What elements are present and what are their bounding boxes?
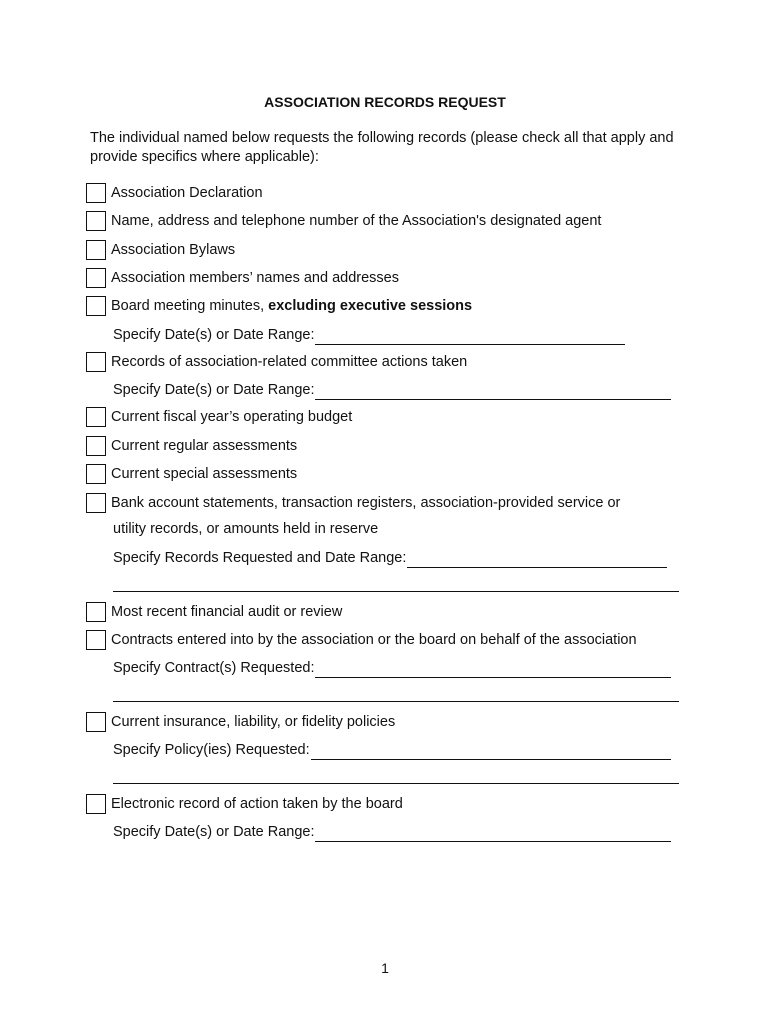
item-insurance — [86, 710, 395, 734]
checkbox-committee[interactable] — [86, 352, 106, 372]
label-agent: Name, address and telephone number of the Association's designated agent — [111, 213, 602, 229]
spec-electronic-dates — [113, 820, 671, 842]
contracts-extra-line[interactable] — [113, 683, 679, 702]
label-audit: Most recent financial audit or review — [111, 604, 343, 620]
label-minutes-emphasis: excluding executive sessions — [268, 298, 473, 314]
spec-policies — [113, 738, 671, 760]
spec-contracts — [113, 656, 671, 678]
spec-policies-label: Specify Policy(ies) Requested: — [113, 742, 310, 758]
item-audit — [86, 600, 342, 624]
contracts-field[interactable] — [315, 659, 671, 678]
committee-date-range-field[interactable] — [315, 381, 671, 400]
spec-electronic-label: Specify Date(s) or Date Range: — [113, 824, 315, 840]
item-contracts — [86, 628, 637, 652]
item-budget — [86, 405, 352, 429]
item-declaration — [86, 181, 263, 205]
label-minutes-text: Board meeting minutes, — [111, 298, 269, 314]
label-budget: Current fiscal year’s operating budget — [111, 409, 353, 425]
page-number: 1 — [381, 960, 389, 976]
form-title: ASSOCIATION RECORDS REQUEST — [264, 94, 506, 110]
policies-field[interactable] — [311, 741, 671, 760]
spec-minutes-dates — [113, 323, 625, 345]
label-insurance: Current insurance, liability, or fidelity policies — [111, 714, 396, 730]
checkbox-agent[interactable] — [86, 211, 106, 231]
checkbox-audit[interactable] — [86, 602, 106, 622]
label-regular: Current regular assessments — [111, 438, 298, 454]
spec-committee-label: Specify Date(s) or Date Range: — [113, 382, 315, 398]
spec-contracts-label: Specify Contract(s) Requested: — [113, 660, 315, 676]
spec-bank-label: Specify Records Requested and Date Range: — [113, 550, 407, 566]
bank-records-extra-line[interactable] — [113, 573, 679, 592]
checkbox-insurance[interactable] — [86, 712, 106, 732]
item-bylaws — [86, 238, 235, 262]
item-minutes — [86, 294, 472, 318]
item-members — [86, 266, 399, 290]
label-bank-line1: Bank account statements, transaction registers, association-provided service or — [111, 495, 621, 511]
checkbox-bank[interactable] — [86, 493, 106, 513]
label-contracts: Contracts entered into by the association or the board on behalf of the association — [111, 632, 637, 648]
bank-records-field[interactable] — [407, 549, 667, 568]
checkbox-members[interactable] — [86, 268, 106, 288]
electronic-date-range-field[interactable] — [315, 823, 671, 842]
item-electronic — [86, 792, 403, 816]
checkbox-regular[interactable] — [86, 436, 106, 456]
spec-bank-records — [113, 546, 667, 568]
label-bylaws: Association Bylaws — [111, 242, 236, 258]
label-bank-line2: utility records, or amounts held in reserve — [113, 521, 379, 537]
item-bank — [86, 491, 620, 515]
item-committee — [86, 350, 467, 374]
checkbox-special[interactable] — [86, 464, 106, 484]
checkbox-electronic[interactable] — [86, 794, 106, 814]
policies-extra-line[interactable] — [113, 765, 679, 784]
item-agent — [86, 209, 601, 233]
spec-minutes-label: Specify Date(s) or Date Range: — [113, 327, 315, 343]
label-special: Current special assessments — [111, 466, 298, 482]
label-minutes — [111, 298, 472, 314]
label-members: Association members’ names and addresses — [111, 270, 399, 286]
label-electronic: Electronic record of action taken by the board — [111, 796, 403, 812]
checkbox-declaration[interactable] — [86, 183, 106, 203]
label-committee: Records of association-related committee actions taken — [111, 354, 468, 370]
item-regular — [86, 434, 297, 458]
spec-committee-dates — [113, 378, 671, 400]
minutes-date-range-field[interactable] — [315, 326, 625, 345]
form-intro: The individual named below requests the following records (please check all that apply and provide specifics where applicable): — [90, 130, 674, 165]
label-declaration: Association Declaration — [111, 185, 263, 201]
item-special — [86, 462, 297, 486]
checkbox-bylaws[interactable] — [86, 240, 106, 260]
checkbox-minutes[interactable] — [86, 296, 106, 316]
checkbox-contracts[interactable] — [86, 630, 106, 650]
checkbox-budget[interactable] — [86, 407, 106, 427]
